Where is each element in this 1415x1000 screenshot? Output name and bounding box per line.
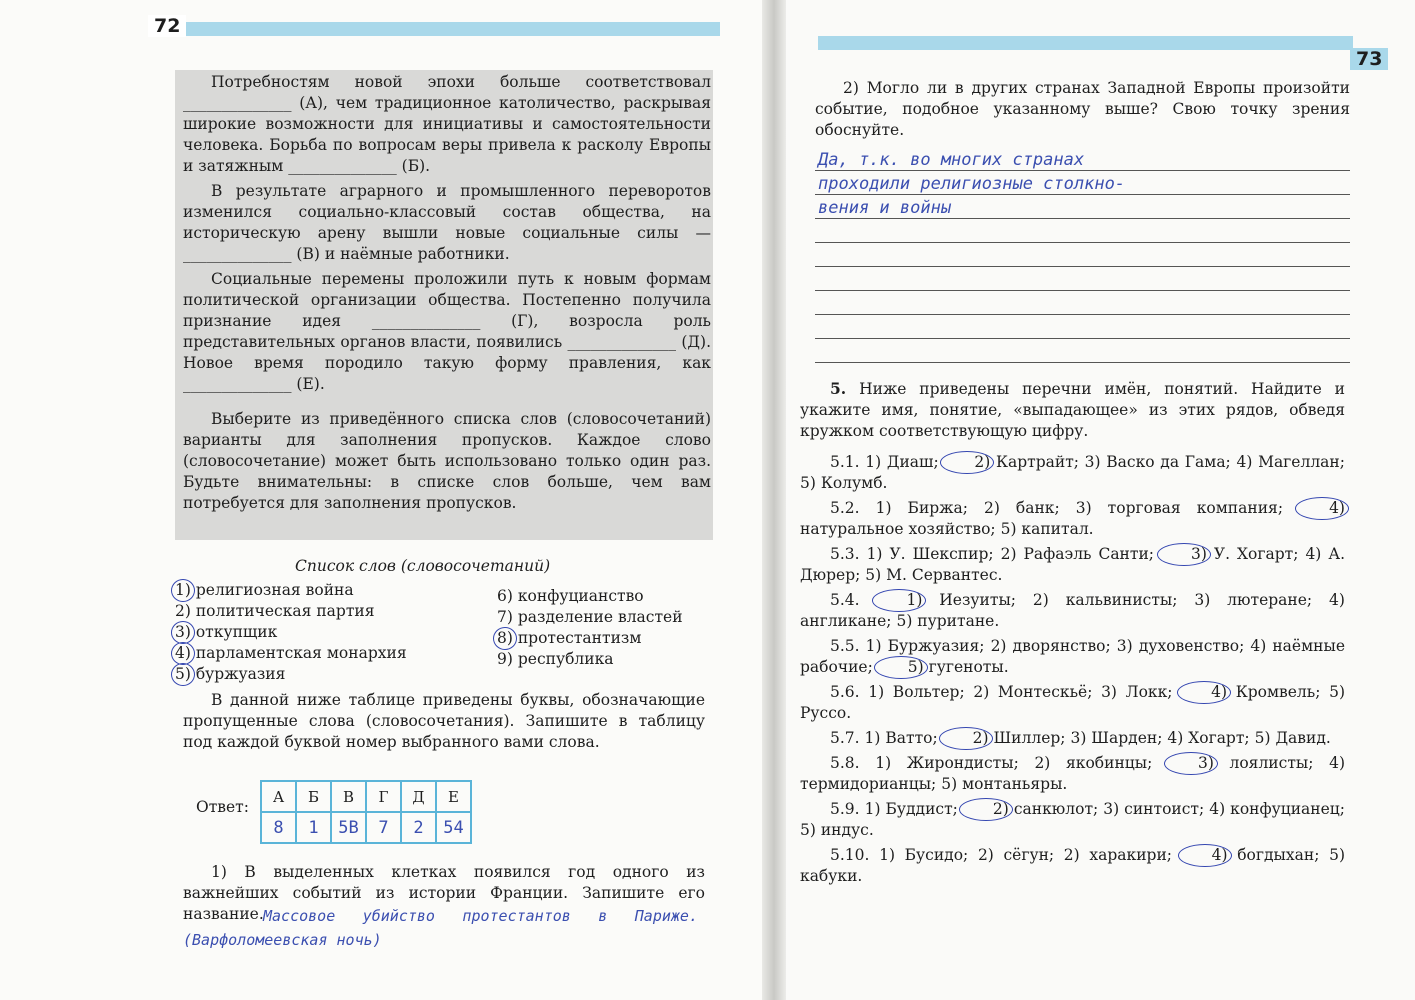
option: 2) сёгун; <box>977 846 1064 864</box>
option-number: 5) <box>1329 683 1345 701</box>
item-number: 5.7. <box>830 729 865 747</box>
option-number: 1) <box>868 683 885 701</box>
option: 1) Буддист; <box>864 800 963 818</box>
page-number-right: 73 <box>1350 48 1388 70</box>
paragraph: В результате аграрного и промышленного переворотов изменился социально-классовый состав общества, на историческую арену вышли новые социальные силы — ______________ (В) и наёмные работники. <box>183 182 711 263</box>
option-number: 4) <box>1236 453 1253 471</box>
option-number: 5) <box>800 474 816 492</box>
option: 3) лютеране; <box>1194 591 1330 609</box>
option: 5) кабуки. <box>800 846 1345 885</box>
word-number: 4) <box>171 642 195 665</box>
option-row <box>800 636 1345 678</box>
question-2 <box>815 78 1350 141</box>
option: 5) индус. <box>800 821 874 839</box>
word-text: республика <box>512 650 614 668</box>
item-number: 5.3. <box>830 545 867 563</box>
header-band-right <box>818 36 1353 50</box>
answer-2-line: проходили религиозные столкно- <box>818 174 1126 194</box>
answer-label: Ответ: <box>196 798 249 816</box>
word-number: 9) <box>497 650 513 668</box>
option-number: 2) <box>1034 754 1051 772</box>
option: 4) термидорианцы; <box>800 754 1346 793</box>
option-number: 5) <box>1329 846 1345 864</box>
option-number: 2) <box>1063 846 1080 864</box>
option-number: 5) <box>865 566 882 584</box>
option: 3) У. Хогарт; <box>1161 545 1305 563</box>
answer-line <box>815 266 1350 267</box>
option: 2) дворянство; <box>990 637 1117 655</box>
word-text: разделение властей <box>512 608 683 626</box>
option: 3) торговая компания; <box>1075 499 1300 517</box>
word-list-item <box>175 622 407 643</box>
word-number: 6) <box>497 587 513 605</box>
option-row <box>800 452 1345 494</box>
answer-line <box>815 290 1350 291</box>
option: 5) монтаньяры. <box>941 775 1068 793</box>
task-5 <box>800 378 1345 891</box>
word-number: 8) <box>493 627 517 650</box>
option: 2) банк; <box>983 499 1076 517</box>
option-row <box>800 682 1345 724</box>
table-value-cell: 2 <box>401 812 436 843</box>
answer-2-handwritten <box>818 148 1125 220</box>
option: 5) М. Сервантес. <box>865 566 1003 584</box>
option-number: 1) <box>875 499 892 517</box>
option-number: 2) <box>939 727 993 750</box>
answer-line <box>815 338 1350 339</box>
word-list-col2 <box>497 586 683 670</box>
option-row <box>800 590 1345 632</box>
option-number: 5) <box>800 821 816 839</box>
option-number: 4) <box>1329 591 1345 609</box>
option-number: 4) <box>1178 844 1232 867</box>
task-5-number: 5. <box>830 379 847 398</box>
option-number: 1) <box>865 637 882 655</box>
word-text: политическая партия <box>190 602 375 620</box>
item-number: 5.5. <box>830 637 866 655</box>
option-number: 2) <box>973 683 990 701</box>
option-number: 3) <box>1084 453 1101 471</box>
option-number: 2) <box>1032 591 1049 609</box>
option: 3) Локк; <box>1101 683 1182 701</box>
option-number: 2) <box>940 451 994 474</box>
word-text: конфуцианство <box>512 587 644 605</box>
table-header-cell: Б <box>296 781 331 812</box>
option: 3) лоялисты; <box>1168 754 1329 772</box>
word-list-item <box>497 607 683 628</box>
option-number: 2) <box>1000 545 1017 563</box>
table-value-cell: 54 <box>436 812 471 843</box>
fill-in-text <box>183 72 711 514</box>
option-row <box>800 845 1345 887</box>
option: 5) гугеноты. <box>878 658 1009 676</box>
answer-line <box>815 242 1350 243</box>
answer-line <box>815 362 1350 363</box>
option-number: 3) <box>1101 683 1117 701</box>
option: 2) Монтескьё; <box>973 683 1102 701</box>
word-list-title: Список слов (словосочетаний) <box>295 557 551 575</box>
instruction: Выберите из приведённого списка слов (словосочетаний) варианты для заполнения пропусков. Каждое слово (словосочетание) может быть использовано только один раз. Будьте внимательны: в списке слов больше, чем вам потребуется для заполнения пропусков. <box>183 410 711 512</box>
option-number: 2) <box>977 846 994 864</box>
table-header-cell: Е <box>436 781 471 812</box>
word-text: откупщик <box>190 623 278 641</box>
answer-table <box>260 780 472 844</box>
option-number: 1) <box>879 846 896 864</box>
word-number: 7) <box>497 608 513 626</box>
word-number: 2) <box>175 602 191 620</box>
option-number: 4) <box>1250 637 1267 655</box>
item-number: 5.6. <box>830 683 869 701</box>
answer-1-handwritten: Массовое убийство протестантов в Париже. (Варфоломеевская ночь) <box>183 907 698 949</box>
word-list-item <box>175 643 407 664</box>
word-list-item <box>175 601 407 622</box>
word-list-item <box>497 586 683 607</box>
option: 5) пуритане. <box>896 612 1000 630</box>
option-number: 3) <box>1164 752 1218 775</box>
book-gutter <box>762 0 786 1000</box>
option-number: 4) <box>1209 800 1226 818</box>
table-value-cell: 7 <box>366 812 401 843</box>
item-number: 5.9. <box>830 800 865 818</box>
table-instruction-text: В данной ниже таблице приведены буквы, обозначающие пропущенные слова (словосочетания). Запишите в таблицу под каждой буквой номер выбранного вами слова. <box>183 691 705 751</box>
task-5-text: Ниже приведены перечни имён, понятий. Найдите и укажите имя, понятие, «выпадающее» из этих рядов, обведя кружком соответствующую цифру. <box>800 380 1346 440</box>
answer-2-line: Да, т.к. во многих странах <box>818 150 1085 170</box>
word-list-item <box>497 649 683 670</box>
option: 4) натуральное хозяйство; <box>800 499 1345 538</box>
option-number: 3) <box>1157 543 1211 566</box>
option: 1) Биржа; <box>875 499 984 517</box>
option: 5) Давид. <box>1254 729 1331 747</box>
word-text: буржуазия <box>190 665 286 683</box>
table-header-cell: А <box>261 781 296 812</box>
item-number: 5.10. <box>830 846 880 864</box>
word-list-item <box>175 664 407 685</box>
option: 3) духовенство; <box>1116 637 1251 655</box>
table-value-cell: 5В <box>331 812 366 843</box>
option: 4) Хогарт; <box>1167 729 1255 747</box>
option-number: 4) <box>1295 497 1349 520</box>
option-number: 3) <box>1075 499 1092 517</box>
option-number: 5) <box>874 656 928 679</box>
option-number: 5) <box>1000 520 1017 538</box>
question-2-text: 2) Могло ли в других странах Западной Европы произойти событие, подобное указанному выше? Свою точку зрения обоснуйте. <box>815 79 1350 139</box>
option-number: 5) <box>1254 729 1271 747</box>
option: 4) конфуцианец; <box>1209 800 1345 818</box>
item-number: 5.4. <box>830 591 877 609</box>
item-number: 5.1. <box>830 453 866 471</box>
option: 1) Диаш; <box>865 453 945 471</box>
option-number: 2) <box>983 499 1000 517</box>
option-number: 5) <box>896 612 913 630</box>
answer-line <box>815 314 1350 315</box>
option: 5) Колумб. <box>800 474 888 492</box>
option: 4) англикане; <box>800 591 1345 630</box>
word-number: 1) <box>171 579 195 602</box>
option-number: 2) <box>959 798 1013 821</box>
option-number: 1) <box>872 589 926 612</box>
option: 1) Жирондисты; <box>875 754 1035 772</box>
option-number: 3) <box>1103 800 1120 818</box>
option: 1) Бусидо; <box>879 846 978 864</box>
option-row <box>800 728 1345 749</box>
option: 2) Картрайт; <box>944 453 1084 471</box>
table-header-cell: Д <box>401 781 436 812</box>
option-number: 3) <box>1116 637 1133 655</box>
option: 1) Иезуиты; <box>876 591 1032 609</box>
word-text: протестантизм <box>512 629 642 647</box>
option: 2) якобинцы; <box>1034 754 1168 772</box>
option-number: 1) <box>864 800 881 818</box>
word-list-col1 <box>175 580 407 685</box>
item-number: 5.8. <box>830 754 876 772</box>
option-number: 1) <box>866 545 883 563</box>
option-number: 1) <box>865 453 882 471</box>
option: 2) харакири; <box>1063 846 1182 864</box>
word-text: религиозная война <box>190 581 354 599</box>
option: 2) Рафаэль Санти; <box>1000 545 1161 563</box>
paragraph: Социальные перемены проложили путь к новым формам политической организации общества. Постепенно получила признание идея ______________ (Г), возросла роль представительных органов власти, появились ______________ (Д). Новое время породило такую форму правления, как ______________ (Е). <box>183 270 711 393</box>
option: 1) Ватто; <box>864 729 943 747</box>
option-row <box>800 544 1345 586</box>
word-list-item <box>175 580 407 601</box>
item-number: 5.2. <box>830 499 876 517</box>
option-number: 4) <box>1305 545 1322 563</box>
option-row <box>800 799 1345 841</box>
table-instruction <box>183 690 705 753</box>
option: 2) Шиллер; <box>943 729 1071 747</box>
option: 3) Васко да Гама; <box>1084 453 1237 471</box>
option-number: 4) <box>1329 754 1346 772</box>
option: 4) наёмные рабочие; <box>800 637 1345 676</box>
option: 4) богдыхан; <box>1182 846 1329 864</box>
question-1-text: 1) В выделенных клетках появился год одного из важнейших событий из истории Франции. Запишите его название. <box>183 863 705 923</box>
table-value-cell: 1 <box>296 812 331 843</box>
option: 4) Кромвель; <box>1181 683 1329 701</box>
option-number: 1) <box>864 729 881 747</box>
option-number: 3) <box>1070 729 1087 747</box>
option: 3) Шарден; <box>1070 729 1168 747</box>
option: 2) кальвинисты; <box>1032 591 1195 609</box>
word-number: 3) <box>171 621 195 644</box>
paragraph: Потребностям новой эпохи больше соответствовал ______________ (А), чем традиционное католичество, раскрывая широкие возможности для инициативы и самостоятельности человека. Борьба по вопросам веры привела к расколу Европы и затяжным ______________ (Б). <box>183 73 711 175</box>
word-list-item <box>497 628 683 649</box>
option: 1) У. Шекспир; <box>866 545 1001 563</box>
option: 4) Магеллан; <box>1236 453 1345 471</box>
option-number: 2) <box>990 637 1007 655</box>
word-number: 5) <box>171 663 195 686</box>
option-number: 1) <box>875 754 892 772</box>
option: 1) Буржуазия; <box>865 637 991 655</box>
page-number-left: 72 <box>148 15 186 37</box>
option-row <box>800 498 1345 540</box>
option: 3) синтоист; <box>1103 800 1210 818</box>
option: 1) Вольтер; <box>868 683 974 701</box>
option: 5) Руссо. <box>800 683 1345 722</box>
answer-2-line: вения и войны <box>818 198 952 218</box>
option-row <box>800 753 1345 795</box>
option-number: 4) <box>1177 681 1231 704</box>
option-number: 5) <box>941 775 958 793</box>
table-header-cell: В <box>331 781 366 812</box>
word-text: парламентская монархия <box>190 644 407 662</box>
option-number: 4) <box>1167 729 1184 747</box>
header-band-left <box>150 22 720 36</box>
table-value-cell: 8 <box>261 812 296 843</box>
option: 4) А. Дюрер; <box>800 545 1346 584</box>
table-header-cell: Г <box>366 781 401 812</box>
option: 5) капитал. <box>1000 520 1094 538</box>
option: 2) санкюлот; <box>963 800 1103 818</box>
option-number: 3) <box>1194 591 1211 609</box>
